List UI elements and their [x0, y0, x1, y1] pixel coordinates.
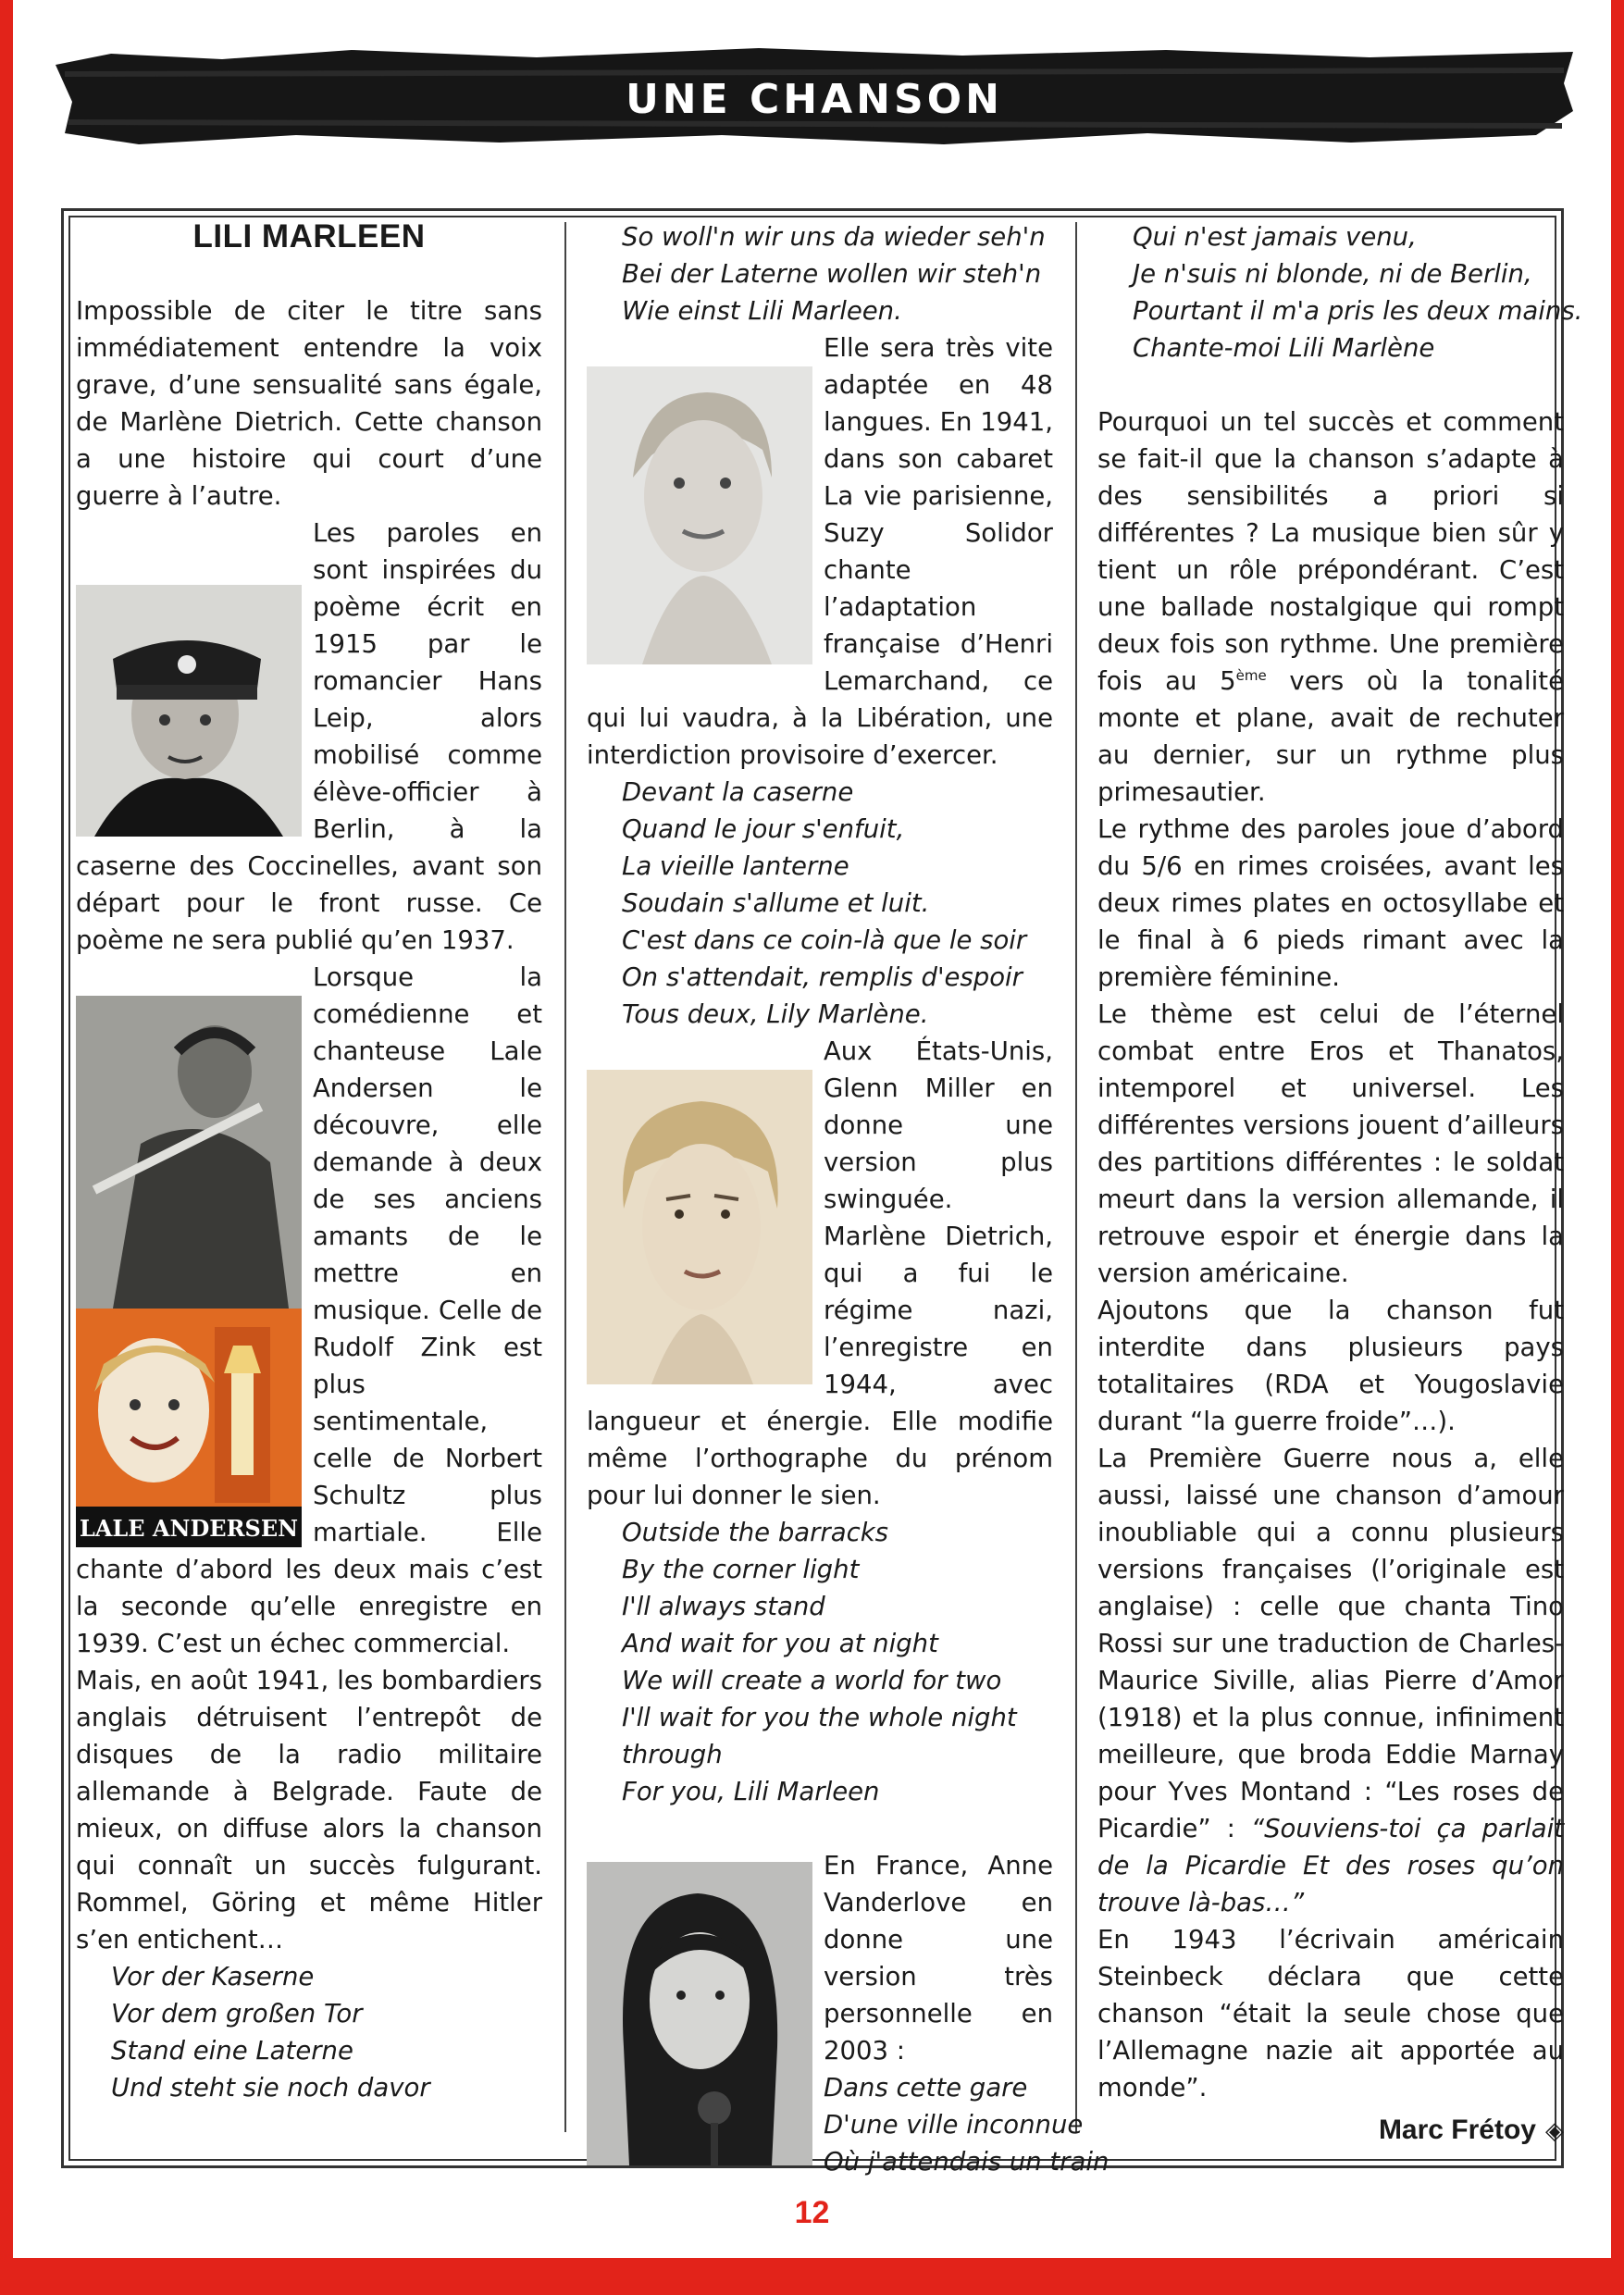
- verse-vanderlove-part2: [1097, 218, 1583, 366]
- interdite-paragraph: Ajoutons que la chanson fut interdite dans plusieurs pays totalitaires (RDA et Yougoslavie durant “la guerre froide”…).: [1097, 1296, 1564, 1436]
- verse-line: I'll always stand: [622, 1592, 825, 1621]
- verse-line: Chante-moi Lili Marlène: [1133, 333, 1435, 363]
- verse-line: Und steht sie noch davor: [111, 2073, 430, 2103]
- leip-paragraph: Les paroles en sont inspirées du poème écrit en 1915 par le romancier Hans Leip, alors mobilisé comme élève-officier à Berlin, à la caserne des Coccinelles, avant son départ pour le front russe. Ce poème ne sera publié qu’en 1937.: [76, 518, 542, 955]
- verse-english: [587, 1514, 1053, 1810]
- verse-line: Vor dem großen Tor: [111, 1999, 363, 2028]
- verse-line: Outside the barracks: [622, 1518, 888, 1547]
- author-name: Marc Frétoy: [1378, 2115, 1536, 2145]
- verse-german-part1: [76, 1958, 542, 2106]
- end-mark-icon: ◈: [1545, 2116, 1564, 2144]
- miller-paragraph: Aux États-Unis, Glenn Miller en donne une version plus swinguée.: [824, 1036, 1053, 1214]
- solidor-paragraph: Elle sera très vite adaptée en 48 langues. En 1941, dans son cabaret La vie parisienne, Suzy Solidor chante l’adaptation française d’Henri Lemarchand, ce qui lui vaudra, à la Libération, une interdiction provisoire d’exercer.: [587, 333, 1053, 770]
- verse-line: Wie einst Lili Marleen.: [622, 296, 902, 326]
- verse-german-part2: [587, 218, 1053, 329]
- column-divider: [1075, 222, 1077, 2132]
- photo-hans-leip: [76, 585, 302, 837]
- verse-line: C'est dans ce coin-là que le soir: [622, 925, 1027, 955]
- verse-line: I'll wait for you the whole night through: [622, 1703, 1017, 1769]
- steinbeck-paragraph: En 1943 l’écrivain américain Steinbeck déclara que cette chanson “était la seule chose que l’Allemagne nazie ait apportée au monde”.: [1097, 1925, 1564, 2103]
- verse-line: On s'attendait, remplis d'espoir: [622, 962, 1023, 992]
- verse-line: Je n'suis ni blonde, ni de Berlin,: [1133, 259, 1532, 289]
- verse-line: La vieille lanterne: [622, 851, 849, 881]
- section-title: UNE CHANSON: [626, 76, 1003, 123]
- right-red-border: [1611, 0, 1624, 2295]
- photo-anne-vanderlove: [587, 1862, 812, 2165]
- verse-line: We will create a world for two: [622, 1666, 1002, 1695]
- verse-line: And wait for you at night: [622, 1629, 938, 1658]
- page-number: 12: [794, 2195, 830, 2230]
- vanderlove-paragraph: En France, Anne Vanderlove en donne une version très personnelle en 2003 :: [824, 1851, 1053, 2066]
- pourquoi-text-a: Pourquoi un tel succès et comment se fait-il que la chanson s’adapte à des sensibilités a priori si différentes ? La musique bien sûr y tient un rôle prépondérant. C’est une ballade nostalgique qui rompt deux fois son rythme. Une première fois au 5: [1097, 407, 1564, 696]
- verse-line: Quand le jour s'enfuit,: [622, 814, 905, 844]
- verse-line: Tous deux, Lily Marlène.: [622, 999, 929, 1029]
- verse-line: Dans cette gare: [824, 2073, 1028, 2103]
- rythme-paragraph: Le rythme des paroles joue d’abord du 5/6 en rimes croisées, avant les deux rimes plates en octosyllabe et le final à 6 pieds rimant avec la première féminine.: [1097, 814, 1564, 992]
- author-signature: [1097, 2112, 1564, 2149]
- column-1: [76, 218, 542, 2152]
- dietrich-paragraph: Marlène Dietrich, qui a fui le régime nazi, l’enregistre en 1944, avec langueur et énergie. Elle modifie même l’orthographe du prénom pour lui donner le sien.: [587, 1222, 1053, 1510]
- column-3: [1097, 218, 1583, 2152]
- photo-suzy-solidor: [587, 366, 812, 664]
- photo-rudolf-zink: [76, 996, 302, 1309]
- verse-line: Devant la caserne: [622, 777, 854, 807]
- premiere-guerre-paragraph: [1097, 1440, 1564, 1921]
- bombing-paragraph: Mais, en août 1941, les bombardiers anglais détruisent l’entrepôt de disques de la radio militaire allemande à Belgrade. Faute de mieux, on diffuse alors la chanson qui connaît un succès fulgurant. Rommel, Göring et même Hitler s’en entichent…: [76, 1666, 542, 1954]
- verse-line: So woll'n wir uns da wieder seh'n: [622, 222, 1046, 252]
- verse-line: Pourtant il m'a pris les deux mains.: [1133, 296, 1583, 326]
- verse-line: Vor der Kaserne: [111, 1962, 315, 1991]
- article-title: LILI MARLEEN: [192, 218, 426, 254]
- premiere-guerre-text: La Première Guerre nous a, elle aussi, laissé une chanson d’amour inoubliable qui a connu plusieurs versions françaises (l’originale est anglaise) : celle que chanta Tino Rossi sur une traduction de Charles-Maurice Siville, alias Pierre d’Amor (1918) et la plus connue, infiniment meilleure, que broda Eddie Marnay pour Yves Montand : “Les roses de Picardie” :: [1097, 1444, 1564, 1843]
- theme-paragraph: Le thème est celui de l’éternel combat entre Eros et Thanatos, intemporel et universel. Les différentes versions jouent d’ailleurs des partitions différentes : le soldat meurt dans la version allemande, il retrouve espoir et énergie dans la version américaine.: [1097, 999, 1564, 1288]
- verse-line: Stand eine Laterne: [111, 2036, 353, 2066]
- bottom-red-border: [0, 2258, 1624, 2295]
- column-2: [587, 218, 1110, 2177]
- verse-line: Soudain s'allume et luit.: [622, 888, 930, 918]
- verse-line: For you, Lili Marleen: [622, 1777, 880, 1806]
- section-banner: [56, 46, 1573, 148]
- photo-marlene-dietrich: [587, 1070, 812, 1384]
- intro-paragraph: Impossible de citer le titre sans immédiatement entendre la voix grave, d’une sensualité sans égale, de Marlène Dietrich. Cette chanson a une histoire qui court d’une guerre à l’autre.: [76, 296, 542, 511]
- verse-line: Qui n'est jamais venu,: [1133, 222, 1417, 252]
- verse-line: Bei der Laterne wollen wir steh'n: [622, 259, 1042, 289]
- photo-lale-andersen: [76, 1309, 302, 1547]
- verse-line: Où j'attendais un train: [824, 2147, 1110, 2177]
- ordinal-suffix: ème: [1235, 666, 1267, 684]
- column-divider: [564, 222, 566, 2132]
- pourquoi-text-b: vers où la tonalité monte et plane, avait de rechuter au dernier, sur un rythme plus primesautier.: [1097, 666, 1564, 807]
- pourquoi-paragraph: [1097, 403, 1564, 811]
- photo-caption-lale-andersen: LALE ANDERSEN: [79, 1515, 299, 1542]
- verse-line: By the corner light: [622, 1555, 860, 1584]
- verse-line: D'une ville inconnue: [824, 2110, 1084, 2140]
- roses-picardie-quote: “Souviens-toi ça parlait de la Picardie Et des roses qu’on trouve là-bas…”: [1097, 1814, 1564, 1917]
- andersen-paragraph: Lorsque la comédienne et chanteuse Lale Andersen le découvre, elle demande à deux de ses anciens amants de le mettre en musique. Celle de Rudolf Zink est plus sentimentale, celle de Norbert Schultz plus martiale. Elle chante d’abord les deux mais c’est la seconde qu’elle enregistre en 1939. C’est un échec commercial.: [76, 962, 542, 1658]
- left-red-border: [0, 0, 13, 2295]
- verse-french: [587, 774, 1053, 1033]
